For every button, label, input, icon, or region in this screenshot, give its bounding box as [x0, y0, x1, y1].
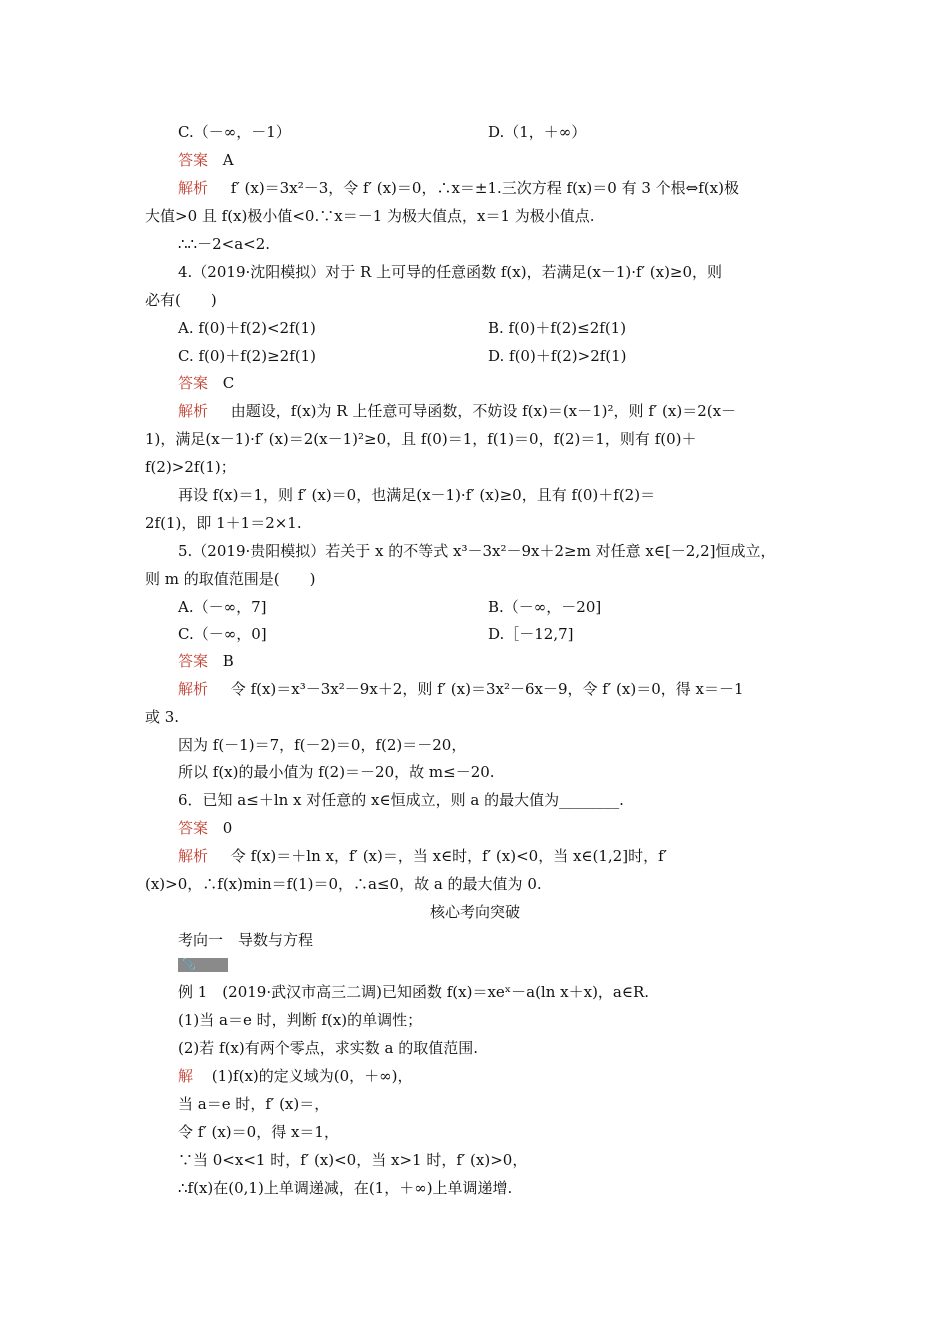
q5-analysis-line-3: 因为 f(－1)＝7，f(－2)＝0，f(2)＝－20， — [178, 736, 467, 754]
q5-stem-line-1: 5.（2019·贵阳模拟）若关于 x 的不等式 x³－3x²－9x＋2≥m 对任意 x∈[－2,2]恒成立， — [178, 542, 776, 560]
q4-analysis-line-3: f(2)>2f(1)； — [145, 458, 236, 476]
answer-value: C — [222, 374, 235, 392]
solution-line-4: ∵当 0<x<1 时，f′ (x)<0，当 x>1 时，f′ (x)>0， — [178, 1151, 528, 1169]
analysis-label: 解析 — [178, 680, 209, 698]
paperclip-icon: 📎 — [182, 958, 196, 971]
q5-answer — [178, 651, 234, 671]
answer-label: 答案 — [178, 151, 209, 169]
q5-option-a: A.（－∞，7] — [178, 598, 267, 616]
q5-option-b: B.（－∞，－20] — [488, 598, 602, 616]
answer-value: B — [222, 652, 234, 670]
q5-analysis-line-1: 解析 令 f(x)＝x³－3x²－9x＋2，则 f′ (x)＝3x²－6x－9，令 f′ (x)＝0，得 x＝－1 — [178, 680, 744, 698]
q4-option-d: D. f(0)＋f(2)>2f(1) — [488, 347, 627, 365]
q4-option-b: B. f(0)＋f(2)≤2f(1) — [488, 319, 627, 337]
q4-option-a: A. f(0)＋f(2)<2f(1) — [178, 319, 316, 337]
answer-label: 答案 — [178, 374, 209, 392]
q4-analysis-line-2: 1)，满足(x－1)·f′ (x)＝2(x－1)²≥0，且 f(0)＝1，f(1)＝0，f(2)＝1，则有 f(0)＋ — [145, 430, 697, 448]
answer-label: 答案 — [178, 819, 209, 837]
q6-analysis-line-2: (x)>0，∴f(x)min＝f(1)＝0，∴a≤0，故 a 的最大值为 0. — [145, 875, 542, 893]
q4-analysis-line-5: 2f(1)，即 1＋1＝2×1. — [145, 514, 302, 532]
example-1-part-1: (1)当 a＝e 时，判断 f(x)的单调性； — [178, 1011, 423, 1029]
q6-stem: 6．已知 a≤＋ln x 对任意的 x∈恒成立，则 a 的最大值为________. — [178, 791, 624, 809]
example-1-stem: 例 1 (2019·武汉市高三二调)已知函数 f(x)＝xeˣ－a(ln x＋x)，a∈R. — [178, 983, 650, 1001]
q5-analysis-line-4: 所以 f(x)的最小值为 f(2)＝－20，故 m≤－20. — [178, 763, 495, 781]
analysis-label: 解析 — [178, 847, 209, 865]
q5-option-c: C.（－∞，0] — [178, 625, 267, 643]
q4-option-c: C. f(0)＋f(2)≥2f(1) — [178, 347, 316, 365]
q4-answer — [178, 373, 234, 393]
solution-label: 解 — [178, 1067, 194, 1085]
example-1-part-2: (2)若 f(x)有两个零点，求实数 a 的取值范围. — [178, 1039, 478, 1057]
solution-line-2: 当 a＝e 时，f′ (x)＝， — [178, 1095, 330, 1113]
q4-analysis-line-4: 再设 f(x)＝1，则 f′ (x)＝0，也满足(x－1)·f′ (x)≥0，且有 f(0)＋f(2)＝ — [178, 486, 656, 504]
answer-value: A — [222, 151, 234, 169]
solution-line-1: 解 (1)f(x)的定义域为(0，＋∞)， — [178, 1067, 413, 1085]
q3-option-c: C.（－∞，－1） — [178, 123, 291, 141]
q4-stem-line-1: 4.（2019·沈阳模拟）对于 R 上可导的任意函数 f(x)，若满足(x－1)·f′ (x)≥0，则 — [178, 263, 723, 281]
solution-line-5: ∴f(x)在(0,1)上单调递减，在(1，＋∞)上单调递增. — [178, 1179, 513, 1197]
q3-analysis-line-1: 解析 f′ (x)＝3x²－3，令 f′ (x)＝0，∴x＝±1.三次方程 f(x)＝0 有 3 个根⇔f(x)极 — [178, 179, 739, 197]
q4-stem-line-2: 必有( ) — [145, 291, 217, 309]
q3-option-d: D.（1，＋∞） — [488, 123, 587, 141]
analysis-label: 解析 — [178, 402, 209, 420]
section-subtitle: 考向一 导数与方程 — [178, 931, 314, 949]
solution-line-3: 令 f′ (x)＝0，得 x＝1， — [178, 1123, 339, 1141]
q5-stem-line-2: 则 m 的取值范围是( ) — [145, 570, 316, 588]
q3-analysis-line-2: 大值>0 且 f(x)极小值<0.∵x＝－1 为极大值点，x＝1 为极小值点. — [145, 207, 595, 225]
q5-analysis-line-2: 或 3. — [145, 708, 180, 726]
analysis-label: 解析 — [178, 179, 209, 197]
q4-analysis-line-1: 解析 由题设，f(x)为 R 上任意可导函数，不妨设 f(x)＝(x－1)²，则 f′ (x)＝2(x－ — [178, 402, 737, 420]
section-title: 核心考向突破 — [429, 903, 520, 921]
q3-analysis-line-3: ∴∴－2<a<2. — [178, 235, 271, 253]
q5-option-d: D.［－12,7] — [488, 625, 574, 643]
q6-analysis-line-1: 解析 令 f(x)＝＋ln x，f′ (x)＝，当 x∈时，f′ (x)<0，当 x∈(1,2]时，f′ — [178, 847, 668, 865]
q6-answer — [178, 818, 232, 838]
q3-answer — [178, 150, 234, 170]
answer-label: 答案 — [178, 652, 209, 670]
answer-value: 0 — [222, 819, 233, 837]
